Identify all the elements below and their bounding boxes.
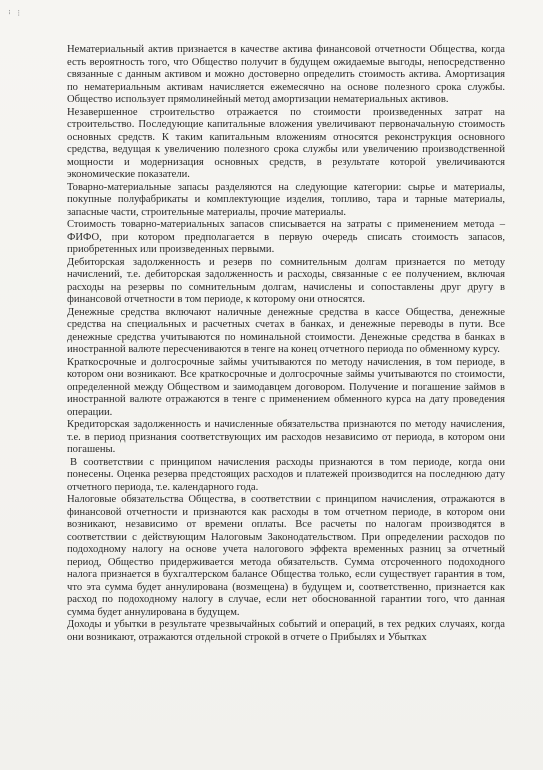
paragraph-inventory-fifo: Стоимость товарно-материальных запасов списывается на затраты с применением метода – ФИФО, при котором предполагается в первую очередь списать стоимость запасов, приобретенных или произведенных первыми.	[67, 219, 505, 255]
paragraph-accrual-expenses: В соответствии с принципом начисления расходы признаются в том периоде, когда они понесены. Оценка резерва предстоящих расходов и платежей производится на последнюю дату отчетного периода, т.е. календарного года.	[67, 456, 505, 493]
paragraph-tax-obligations: Налоговые обязательства Общества, в соответствии с принципом начисления, отражаются в финансовой отчетности и признаются как расходы в том отчетном периоде, в котором они возникают, независимо от времени оплаты. Все расчеты по налогам производятся в соответствии с действующим Налоговым Законодательством. При определении расходов по подоходному налогу на основе учета налогового эффекта временных разниц за отчетный период, Общество придерживается метода обязательств. Сумма отсроченного подоходного налога признается в бухгалтерском балансе Общества только, если существует гарантия в том, что эта сумма будет аннулирована (возмещена) в будущем и, соответственно, признается как расход по подоходному налогу в случае, если нет обоснованной гарантии того, что данная сумма будет аннулирована в будущем.	[67, 494, 505, 618]
paragraph-inventory-categories: Товарно-материальные запасы разделяются на следующие категории: сырье и материалы, покупные полуфабрикаты и комплектующие изделия, топливо, тара и тарные материалы, запасные части, строительные материалы, прочие материалы.	[67, 181, 505, 218]
paragraph-payables: Кредиторская задолженность и начисленные обязательства признаются по методу начисления, т.е. в период признания соответствующих им расходов независимо от периода, в котором они погашены.	[67, 419, 505, 455]
paragraph-receivables: Дебиторская задолженность и резерв по сомнительным долгам признается по методу начислений, т.е. дебиторская задолженность и расходы, связанные с ее получением, включая расходы на резервы по сомнительным долгам, начислены и сопоставлены друг другу в финансовой отчетности в том периоде, к которому они относятся.	[67, 256, 505, 305]
scan-corner-mark: ꜟ ⁝	[8, 8, 23, 18]
paragraph-loans: Краткосрочные и долгосрочные займы учитываются по методу начисления, в том периоде, в котором они возникают. Все краткосрочные и долгосрочные займы учитываются по стоимости, определенной между Обществом и заимодавцем договором. Получение и погашение займов в иностранной валюте отражаются в тенге с применением обменного курса на дату проведения операции.	[67, 356, 505, 418]
document-body	[67, 44, 505, 644]
paragraph-construction-in-progress: Незавершенное строительство отражается по стоимости произведенных затрат на строительство. Последующие капитальные вложения увеличивают первоначальную стоимость основных средств. К таким капитальным вложениям относятся реконструкция основного средства, ведущая к увеличению полезного срока службы или увеличению производственной мощности и модернизация основных средств, в результате которой увеличиваются экономические показатели.	[67, 106, 505, 180]
paragraph-extraordinary-items: Доходы и убытки в результате чрезвычайных событий и операций, в тех редких случаях, когда они возникают, отражаются отдельной строкой в отчете о Прибылях и Убытках	[67, 619, 505, 643]
paragraph-cash: Денежные средства включают наличные денежные средства в кассе Общества, денежные средства на специальных и расчетных счетах в банках, и денежные переводы в пути. Все денежные средства учитываются по номинальной стоимости. Денежные средства в банках в иностранной валюте пересчениваются в тенге на конец отчетного периода по обменному курсу.	[67, 306, 505, 355]
paragraph-intangible-assets: Нематериальный актив признается в качестве актива финансовой отчетности Общества, когда есть вероятность того, что Общество получит в будущем ожидаемые выгоды, непосредственно связанные с данным активом и можно достоверно определить стоимость актива. Амортизация по нематериальным активам начисляется ежемесячно на основе полезного срока службы. Общество использует прямолинейный метод амортизации нематериальных активов.	[67, 44, 505, 105]
